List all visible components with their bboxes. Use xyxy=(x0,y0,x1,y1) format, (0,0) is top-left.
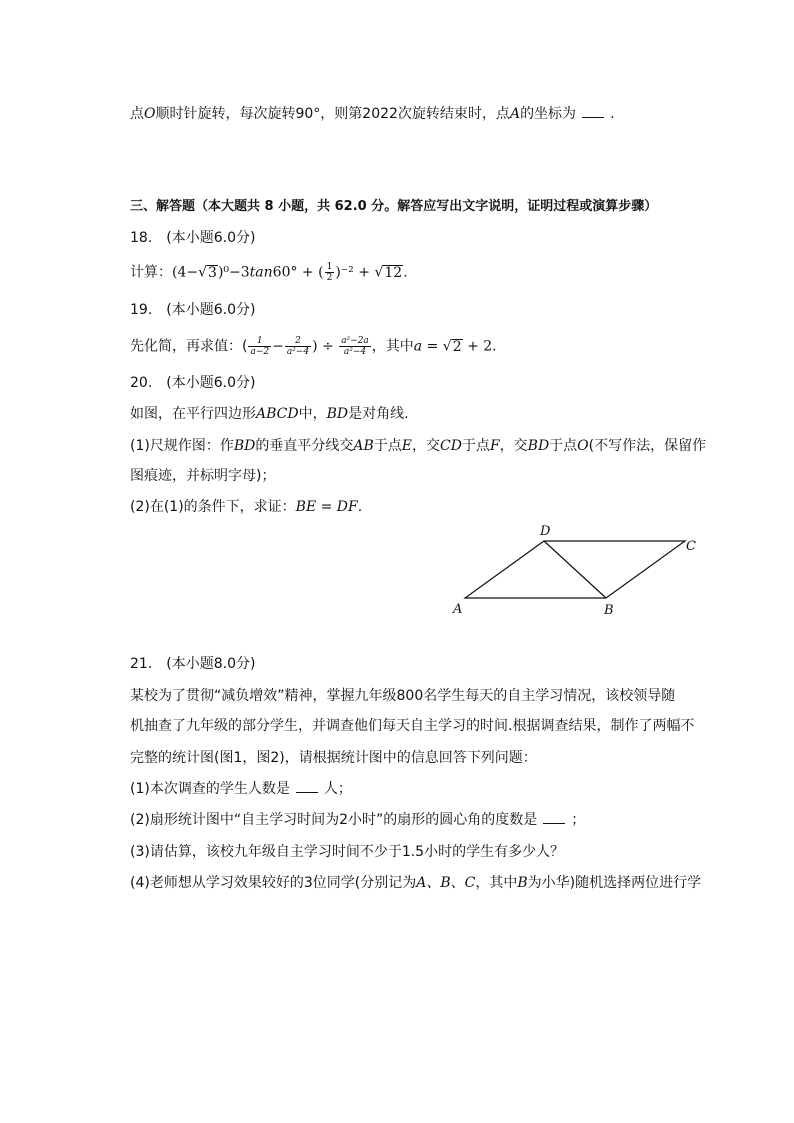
q20-p1-cd: CD xyxy=(440,438,462,454)
q19-fraction-1 xyxy=(248,336,271,357)
q18-pow-neg2: )⁻² + xyxy=(335,264,375,281)
q18-frac-den: 2 xyxy=(326,273,333,283)
q19-f3-num: a²−2a xyxy=(341,336,369,346)
q20-part1-line2: 图痕迹，并标明字母)； xyxy=(130,468,276,484)
q20-intro xyxy=(130,404,409,424)
q20-intro-a: 如图，在平行四边形 xyxy=(130,406,256,422)
q19-header: 19. (本小题6.0分) xyxy=(130,302,256,318)
q20-p2-eq: BE = DF xyxy=(295,499,358,515)
q20-p2-end: . xyxy=(357,499,363,515)
q18-header: 18. (本小题6.0分) xyxy=(130,230,256,246)
q18-fraction xyxy=(325,262,335,283)
answer-blank xyxy=(582,105,604,118)
q21-p2-a: (2)扇形统计图中“自主学习时间为2小时”的扇形的圆心角的度数是 xyxy=(130,812,538,828)
q21-p1-a: (1)本次调查的学生人数是 xyxy=(130,781,290,797)
q19-minus: − xyxy=(272,338,284,355)
q19-prefix: 先化简，再求值：( xyxy=(130,338,248,355)
q21-part3: (3)请估算，该校九年级自主学习时间不少于1.5小时的学生有多少人？ xyxy=(130,844,565,860)
q20-p1-f: F xyxy=(489,438,500,454)
q21-p4-abc: A、B、C xyxy=(416,875,476,891)
q18-expression xyxy=(130,262,408,283)
vertex-label-d: D xyxy=(540,524,551,539)
sqrt-sign: √ xyxy=(198,264,208,281)
q21-p4-b: ，其中 xyxy=(475,875,518,891)
q18-pow0: )⁰ xyxy=(217,264,230,281)
q20-part2 xyxy=(130,497,362,517)
q21-p2-b: ； xyxy=(571,812,586,828)
q21-intro-2: 机抽查了九年级的部分学生，并调查他们每天自主学习的时间.根据调查结果，制作了两幅不 xyxy=(130,718,695,734)
q20-p1-a: (1)尺规作图：作 xyxy=(130,438,234,454)
q18-minus-tan: −3 xyxy=(229,264,250,281)
q17-text-b: 顺时针旋转，每次旋转90°，则第2022次旋转结束时，点 xyxy=(155,106,510,122)
answer-blank xyxy=(543,811,565,824)
q20-p1-bd2: BD xyxy=(527,438,550,454)
q19-fraction-2 xyxy=(285,336,311,357)
q21-intro-1: 某校为了贯彻“减负增效”精神，掌握九年级800名学生每天的自主学习情况，该校领导随 xyxy=(130,688,676,704)
q20-p1-o: O xyxy=(577,438,589,454)
q17-var-a: A xyxy=(509,106,521,122)
q20-p1-i: (不写作法，保留作 xyxy=(588,438,707,454)
q20-p1-g: ，交 xyxy=(499,438,528,454)
q19-expression xyxy=(130,336,497,357)
q20-intro-c: 是对角线. xyxy=(348,406,409,422)
q21-intro-3: 完整的统计图(图1，图2)，请根据统计图中的信息回答下列问题： xyxy=(130,750,537,766)
q19-plus2: + 2. xyxy=(462,338,497,355)
q20-header: 20. (本小题6.0分) xyxy=(130,375,256,391)
q19-eq: = xyxy=(422,338,443,355)
q21-p4-a: (4)老师想从学习效果较好的3位同学(分别记为 xyxy=(130,875,417,891)
vertex-label-b: B xyxy=(604,603,614,618)
q18-sqrt12: 12 xyxy=(384,264,403,281)
q19-var-a: a xyxy=(413,338,423,355)
q19-f3-den: a²−4 xyxy=(339,346,371,357)
sqrt-sign: √ xyxy=(442,338,452,355)
q21-part1 xyxy=(130,779,352,799)
sqrt-sign: √ xyxy=(374,264,384,281)
q18-tan: tan xyxy=(249,264,273,281)
q20-p1-h: 于点 xyxy=(549,438,578,454)
answer-blank xyxy=(296,780,318,793)
q17-text-a: 点 xyxy=(130,106,144,122)
q20-p1-e2: 于点 xyxy=(461,438,490,454)
q19-f2-den: a²−4 xyxy=(286,347,310,357)
q19-f2-num: 2 xyxy=(295,336,301,346)
q20-p1-d: ，交 xyxy=(412,438,440,454)
q20-part1 xyxy=(130,436,706,456)
q18-deg: 60° + ( xyxy=(272,264,324,281)
q18-prefix: 计算： xyxy=(130,264,172,281)
q21-part4 xyxy=(130,873,701,893)
parallelogram-abcd xyxy=(465,541,685,598)
q21-p4-var-b: B xyxy=(517,875,528,891)
q20-p1-e: E xyxy=(401,438,412,454)
q19-div: ) ÷ xyxy=(312,338,339,355)
q19-sqrt2: 2 xyxy=(452,338,462,355)
q21-p1-b: 人； xyxy=(323,781,352,797)
q18-sqrt3: 3 xyxy=(208,264,217,281)
q19-where: ，其中 xyxy=(371,338,414,355)
q17-var-o: O xyxy=(144,106,156,122)
section-heading: 三、解答题（本大题共 8 小题，共 62.0 分。解答应写出文字说明，证明过程或演算步骤） xyxy=(130,199,658,214)
q20-p1-b: 的垂直平分线交 xyxy=(255,438,354,454)
q18-end: . xyxy=(403,264,408,281)
q21-part2 xyxy=(130,810,585,830)
q20-p1-c: 于点 xyxy=(373,438,402,454)
vertex-label-c: C xyxy=(686,539,696,554)
q19-f1-num: 1 xyxy=(256,336,263,346)
q17-text-c: 的坐标为 xyxy=(520,106,577,122)
q18-base: (4− xyxy=(172,264,199,281)
q17-end: . xyxy=(610,106,615,122)
q20-p1-ab: AB xyxy=(353,438,374,454)
q19-f1-den: a−2 xyxy=(250,347,270,357)
q21-p4-c: 为小华)随机选择两位进行学 xyxy=(527,875,702,891)
q21-header: 21. (本小题8.0分) xyxy=(130,656,256,672)
q19-fraction-3 xyxy=(339,336,371,357)
diagonal-bd xyxy=(544,541,606,598)
q20-p1-bd: BD xyxy=(233,438,256,454)
q20-abcd: ABCD xyxy=(256,406,299,422)
q17-tail-text xyxy=(130,104,615,124)
vertex-label-a: A xyxy=(453,602,463,617)
q20-intro-b: 中， xyxy=(298,406,327,422)
q20-p2-a: (2)在(1)的条件下，求证： xyxy=(130,499,296,515)
q18-frac-num: 1 xyxy=(326,262,333,272)
q20-bd: BD xyxy=(326,406,349,422)
